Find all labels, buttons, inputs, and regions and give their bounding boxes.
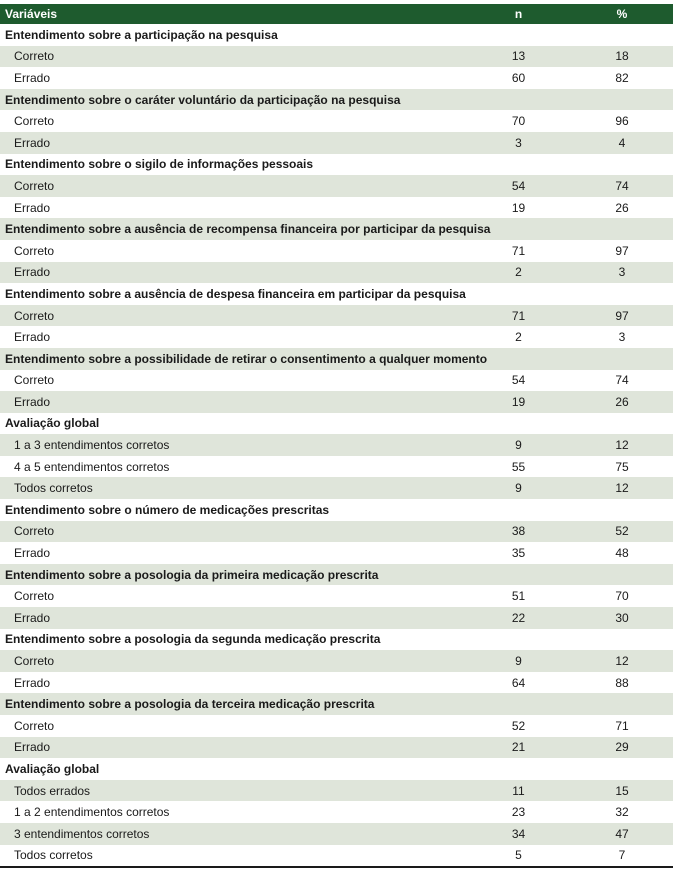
table-row [0,672,673,694]
table-row [0,110,673,132]
row-percent-value: 97 [615,308,629,323]
table-row [0,305,673,327]
row-n-value: 5 [515,848,522,863]
section-row [0,629,673,651]
table-row [0,715,673,737]
row-n-value: 13 [511,49,526,64]
table-row [0,240,673,262]
section-row [0,758,673,780]
row-label: Errado [14,330,51,345]
table-row [0,650,673,672]
table-row [0,845,673,867]
table-row [0,46,673,68]
row-n-value: 35 [511,546,526,561]
section-label: Entendimento sobre a possibilidade de retirar o consentimento a qualquer momento [5,351,488,366]
row-n-value: 2 [515,330,522,345]
section-label: Entendimento sobre o caráter voluntário da participação na pesquisa [5,92,401,107]
section-label: Entendimento sobre a ausência de recompensa financeira por participar da pesquisa [5,222,491,237]
table-row [0,262,673,284]
row-label: Errado [14,675,51,690]
table-row [0,542,673,564]
row-n-value: 9 [515,481,522,496]
section-label: Entendimento sobre a posologia da primeira medicação prescrita [5,567,379,582]
row-n-value: 55 [511,459,526,474]
row-n-value: 23 [511,805,526,820]
row-label: Correto [14,589,55,604]
section-row [0,499,673,521]
row-n-value: 51 [511,589,526,604]
row-label: Errado [14,394,51,409]
table-row [0,132,673,154]
table-row [0,370,673,392]
table-bottom-rule [0,866,673,868]
row-label: 4 a 5 entendimentos corretos [14,459,170,474]
row-n-value: 9 [515,654,522,669]
row-label: Todos corretos [14,481,93,496]
row-label: Correto [14,718,55,733]
row-n-value: 9 [515,438,522,453]
table-body [0,24,673,866]
row-label: 1 a 2 entendimentos corretos [14,805,170,820]
row-n-value: 71 [511,243,526,258]
row-n-value: 60 [511,70,526,85]
section-row [0,413,673,435]
row-percent-value: 26 [615,200,629,215]
row-n-value: 71 [511,308,526,323]
row-label: Correto [14,524,55,539]
row-n-value: 64 [511,675,526,690]
section-label: Avaliação global [5,761,100,776]
row-percent-value: 88 [615,675,629,690]
column-header-variables: Variáveis [0,4,466,24]
row-percent-value: 15 [615,783,629,798]
column-header-n: n [466,4,571,24]
row-label: Correto [14,114,55,129]
section-row [0,564,673,586]
column-header-percent: % [571,4,673,24]
table-header-row [0,4,673,24]
section-row [0,283,673,305]
row-n-value: 22 [511,610,526,625]
row-percent-value: 32 [615,805,629,820]
row-n-value: 52 [511,718,526,733]
row-percent-value: 12 [615,438,629,453]
row-n-value: 54 [511,373,526,388]
section-row [0,24,673,46]
section-row [0,154,673,176]
row-percent-value: 74 [615,178,629,193]
table-row [0,585,673,607]
row-percent-value: 3 [618,330,626,345]
row-label: 3 entendimentos corretos [14,826,150,841]
table-row [0,477,673,499]
section-label: Avaliação global [5,416,100,431]
table-row [0,326,673,348]
row-n-value: 19 [511,394,526,409]
table-row [0,456,673,478]
row-n-value: 38 [511,524,526,539]
row-label: Errado [14,740,51,755]
row-percent-value: 75 [615,459,629,474]
section-label: Entendimento sobre a ausência de despesa financeira em participar da pesquisa [5,286,466,301]
row-percent-value: 74 [615,373,629,388]
row-percent-value: 96 [615,114,629,129]
row-n-value: 21 [511,740,526,755]
section-label: Entendimento sobre a posologia da terceira medicação prescrita [5,697,375,712]
section-label: Entendimento sobre o sigilo de informações pessoais [5,157,314,172]
row-percent-value: 18 [615,49,629,64]
row-percent-value: 82 [615,70,629,85]
table-row [0,175,673,197]
row-percent-value: 26 [615,394,629,409]
row-label: Correto [14,178,55,193]
row-label: Correto [14,49,55,64]
row-n-value: 54 [511,178,526,193]
row-percent-value: 12 [615,654,629,669]
row-n-value: 2 [515,265,522,280]
row-percent-value: 12 [615,481,629,496]
row-label: Correto [14,373,55,388]
row-label: Errado [14,610,51,625]
row-percent-value: 48 [615,546,629,561]
table-row [0,197,673,219]
row-label: Correto [14,654,55,669]
row-n-value: 70 [511,114,526,129]
row-label: Errado [14,200,51,215]
row-label: Errado [14,70,51,85]
row-label: Correto [14,308,55,323]
data-table [0,4,673,866]
section-row [0,89,673,111]
row-label: Todos corretos [14,848,93,863]
row-percent-value: 7 [618,848,626,863]
row-percent-value: 3 [618,265,626,280]
table-row [0,434,673,456]
row-percent-value: 4 [618,135,626,150]
row-label: 1 a 3 entendimentos corretos [14,438,170,453]
row-percent-value: 70 [615,589,629,604]
row-label: Errado [14,265,51,280]
table-row [0,780,673,802]
row-percent-value: 71 [615,718,629,733]
table-row [0,521,673,543]
section-label: Entendimento sobre a participação na pesquisa [5,27,278,42]
section-label: Entendimento sobre o número de medicações prescritas [5,502,330,517]
row-label: Errado [14,546,51,561]
row-percent-value: 29 [615,740,629,755]
section-row [0,348,673,370]
row-n-value: 19 [511,200,526,215]
row-n-value: 3 [515,135,522,150]
row-percent-value: 97 [615,243,629,258]
table-row [0,801,673,823]
table-row [0,67,673,89]
row-n-value: 34 [511,826,526,841]
row-percent-value: 30 [615,610,629,625]
table-row [0,737,673,759]
row-label: Correto [14,243,55,258]
section-row [0,693,673,715]
row-label: Todos errados [14,783,91,798]
section-row [0,218,673,240]
section-label: Entendimento sobre a posologia da segunda medicação prescrita [5,632,381,647]
table-row [0,823,673,845]
row-percent-value: 47 [615,826,629,841]
row-label: Errado [14,135,51,150]
row-percent-value: 52 [615,524,629,539]
table-row [0,607,673,629]
table-row [0,391,673,413]
row-n-value: 11 [512,783,525,798]
